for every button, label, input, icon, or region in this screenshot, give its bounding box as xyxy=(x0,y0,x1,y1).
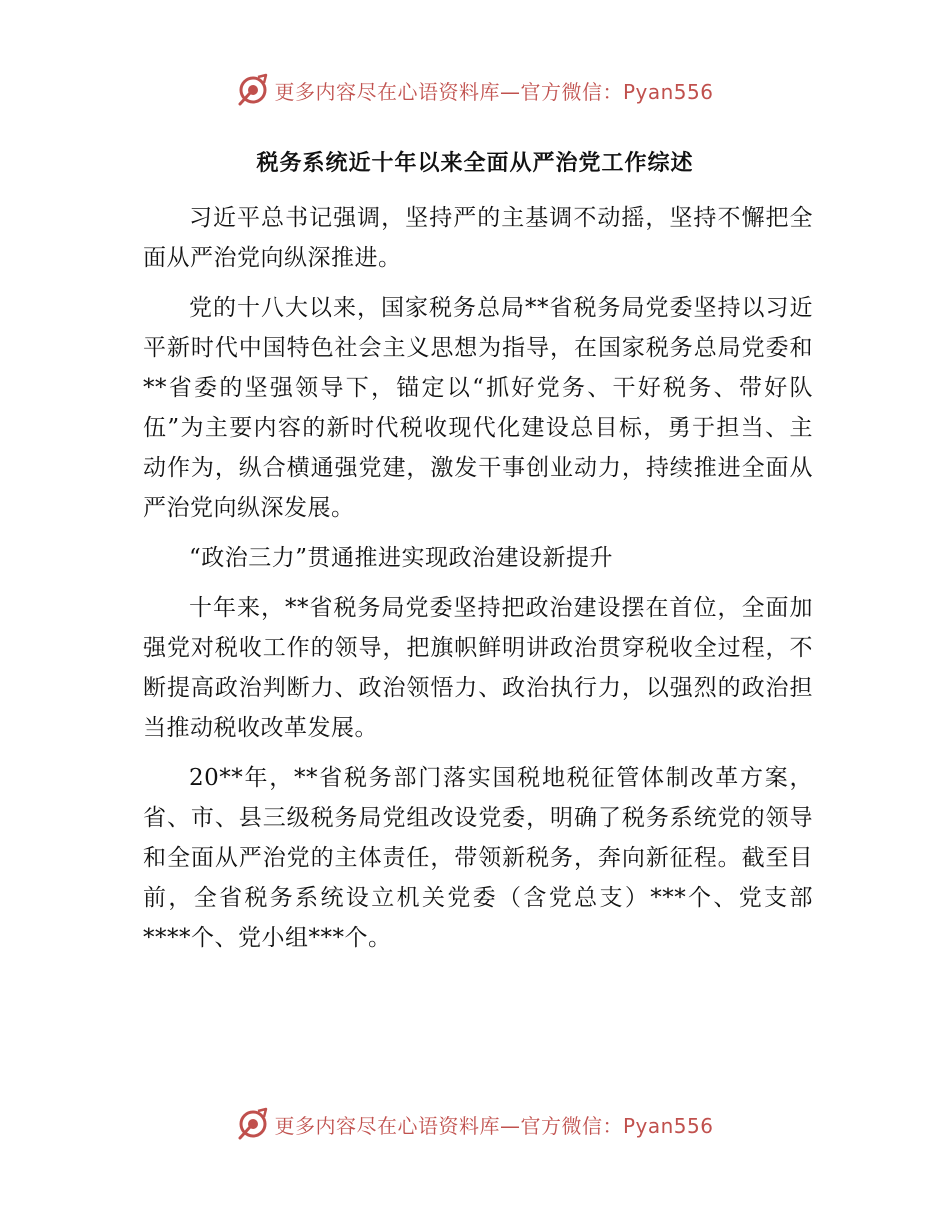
pen-quill-icon xyxy=(236,1107,270,1141)
watermark-text: 更多内容尽在心语资料库—官方微信：Pyan556 xyxy=(274,79,714,104)
paragraph: 习近平总书记强调，坚持严的主基调不动摇，坚持不懈把全面从严治党向纵深推进。 xyxy=(143,205,813,271)
paragraph: 十年来，**省税务局党委坚持把政治建设摆在首位，全面加强党对税收工作的领导，把旗帜鲜明讲政治贯穿税收全过程，不断提高政治判断力、政治领悟力、政治执行力，以强烈的政治担当推动税收改革发展。 xyxy=(143,595,813,741)
document-title: 税务系统近十年以来全面从严治党工作综述 xyxy=(256,151,694,176)
document-body xyxy=(143,170,813,958)
section-heading: “政治三力”贯通推进实现政治建设新提升 xyxy=(189,545,614,571)
paragraph: 20**年，**省税务部门落实国税地税征管体制改革方案，省、市、县三级税务局党组改设党委，明确了税务系统党的领导和全面从严治党的主体责任，带领新税务，奔向新征程。截至目前，全省税务系统设立机关党委（含党总支）***个、党支部****个、党小组***个。 xyxy=(143,765,813,951)
paragraph: 党的十八大以来，国家税务总局**省税务局党委坚持以习近平新时代中国特色社会主义思想为指导，在国家税务总局党委和**省委的坚强领导下，锚定以“抓好党务、干好税务、带好队伍”为主要内容的新时代税收现代化建设总目标，勇于担当、主动作为，纵合横通强党建，激发干事创业动力，持续推进全面从严治党向纵深发展。 xyxy=(143,295,813,521)
pen-quill-icon xyxy=(236,73,270,107)
header-watermark xyxy=(0,68,950,112)
footer-watermark xyxy=(0,1102,950,1146)
watermark-text: 更多内容尽在心语资料库—官方微信：Pyan556 xyxy=(274,1113,714,1138)
